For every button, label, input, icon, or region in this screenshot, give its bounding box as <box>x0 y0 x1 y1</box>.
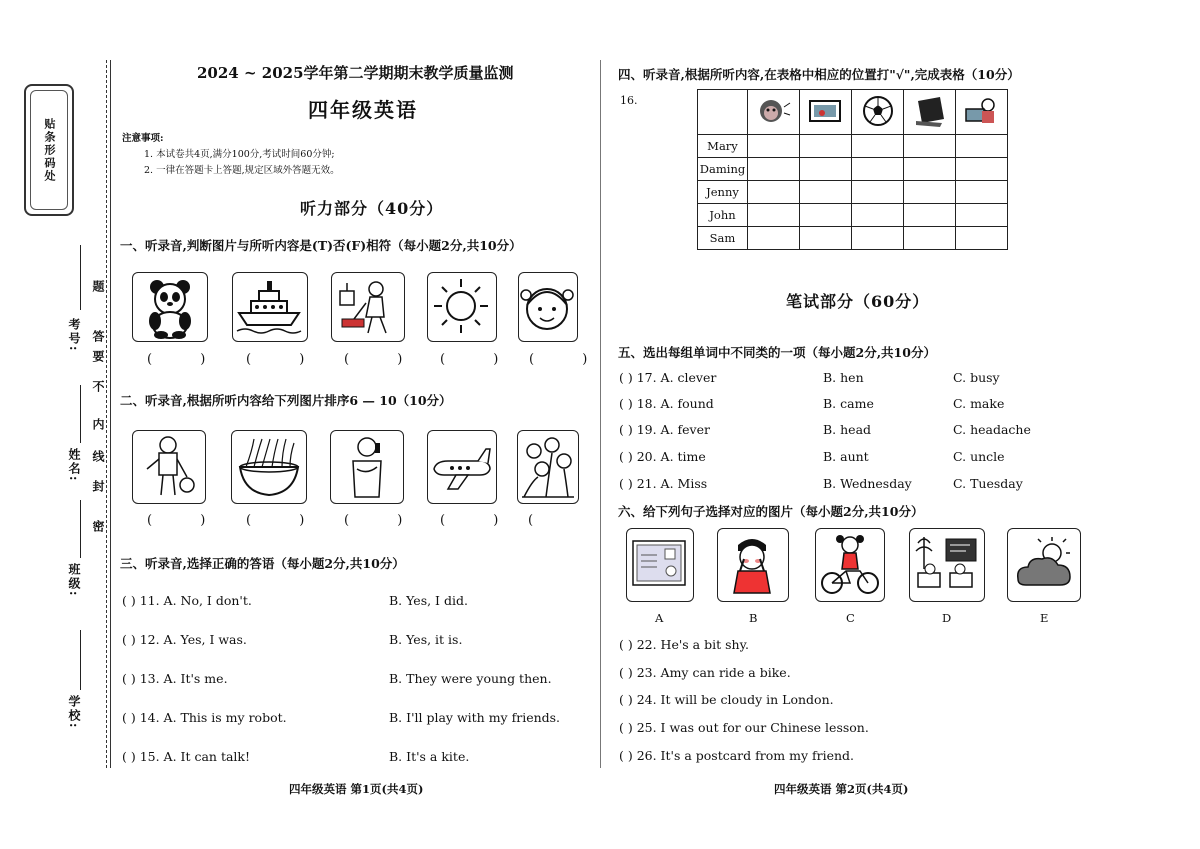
exam-number-line[interactable] <box>80 245 81 310</box>
answer-paren[interactable]: ( ) <box>529 352 610 367</box>
seal-char: 要 <box>91 350 105 364</box>
table-cell[interactable] <box>956 135 1008 158</box>
option-b[interactable]: B. They were young then. <box>389 671 552 686</box>
option-b[interactable]: B. came <box>823 396 874 411</box>
table-row-name: Jenny <box>698 181 748 204</box>
question-24[interactable]: ( ) 24. It will be cloudy in London. <box>619 692 834 707</box>
cloudy-icon <box>1007 528 1081 602</box>
phone-man-icon <box>330 430 404 504</box>
exam-title: 2024 ~ 2025学年第二学期期末教学质量监测 <box>197 64 514 82</box>
table-row-name: Mary <box>698 135 748 158</box>
panda-icon <box>132 272 208 342</box>
airplane-icon <box>427 430 497 504</box>
seal-char: 答 <box>91 330 105 344</box>
table-cell[interactable] <box>748 204 800 227</box>
page-footer: 四年级英语 第1页(共4页) <box>289 782 424 796</box>
table-cell[interactable] <box>852 135 904 158</box>
table-cell[interactable] <box>956 158 1008 181</box>
option-b[interactable]: B. Yes, I did. <box>389 593 468 608</box>
football-icon <box>852 90 904 135</box>
page-divider <box>600 60 601 768</box>
section1-title: 一、听录音,判断图片与所听内容是(T)否(F)相符（每小题2分,共10分） <box>120 238 522 253</box>
picture-letter: A <box>655 611 664 625</box>
table-cell[interactable] <box>956 227 1008 250</box>
sun-icon <box>427 272 497 342</box>
seal-char: 封 <box>91 480 105 494</box>
answer-paren[interactable]: ( <box>528 513 556 528</box>
flowers-icon <box>517 430 579 504</box>
classroom-icon <box>909 528 985 602</box>
book-icon <box>904 90 956 135</box>
option-b[interactable]: B. It's a kite. <box>389 749 470 764</box>
table-cell[interactable] <box>904 158 956 181</box>
exam-number-label: 考号: <box>67 318 81 353</box>
sticker-label: 贴条形码处 <box>30 90 68 210</box>
answer-paren[interactable]: ( ) <box>246 352 327 367</box>
exam-subject: 四年级英语 <box>308 98 418 122</box>
picture-letter: D <box>942 611 952 625</box>
section5-title: 五、选出每组单词中不同类的一项（每小题2分,共10分） <box>618 345 936 360</box>
girl-face-icon <box>518 272 578 342</box>
option-b[interactable]: B. Yes, it is. <box>389 632 463 647</box>
cleaning-icon <box>331 272 405 342</box>
noodles-icon <box>231 430 307 504</box>
answer-paren[interactable]: ( ) <box>440 513 521 528</box>
question-14[interactable]: ( ) 14. A. This is my robot. <box>122 710 287 725</box>
section2-title: 二、听录音,根据所听内容给下列图片排序6 — 10（10分） <box>120 393 452 408</box>
option-c[interactable]: C. headache <box>953 422 1031 437</box>
table-cell[interactable] <box>800 227 852 250</box>
postcard-icon <box>626 528 694 602</box>
name-line[interactable] <box>80 385 81 443</box>
barcode-sticker-box <box>24 84 74 216</box>
writing-heading: 笔试部分（60分） <box>786 292 930 311</box>
answer-paren[interactable]: ( ) <box>147 513 228 528</box>
question-11[interactable]: ( ) 11. A. No, I don't. <box>122 593 252 608</box>
table-row-name: Sam <box>698 227 748 250</box>
option-b[interactable]: B. I'll play with my friends. <box>389 710 561 725</box>
option-c[interactable]: C. make <box>953 396 1005 411</box>
note-item: 1. 本试卷共4页,满分100分,考试时间60分钟; <box>144 149 335 160</box>
page-footer: 四年级英语 第2页(共4页) <box>774 782 909 796</box>
question-21[interactable]: ( ) 21. A. Miss <box>619 476 708 491</box>
option-c[interactable]: C. busy <box>953 370 1000 385</box>
seal-char: 题 <box>91 280 105 294</box>
school-line[interactable] <box>80 630 81 690</box>
seal-solid-line <box>110 60 111 768</box>
question-19[interactable]: ( ) 19. A. fever <box>619 422 710 437</box>
listening-heading: 听力部分（40分） <box>300 199 444 218</box>
question-22[interactable]: ( ) 22. He's a bit shy. <box>619 637 749 652</box>
section3-title: 三、听录音,选择正确的答语（每小题2分,共10分） <box>120 556 405 571</box>
table-cell[interactable] <box>748 135 800 158</box>
table-cell[interactable] <box>852 204 904 227</box>
answer-paren[interactable]: ( ) <box>344 513 425 528</box>
seal-dashed-line <box>106 60 107 768</box>
picture-letter: C <box>846 611 855 625</box>
question-13[interactable]: ( ) 13. A. It's me. <box>122 671 228 686</box>
table-cell[interactable] <box>800 158 852 181</box>
monkey-icon <box>748 90 800 135</box>
ship-icon <box>232 272 308 342</box>
section4-title: 四、听录音,根据所听内容,在表格中相应的位置打"√",完成表格（10分） <box>618 67 1020 82</box>
question-20[interactable]: ( ) 20. A. time <box>619 449 706 464</box>
table-cell[interactable] <box>904 181 956 204</box>
class-line[interactable] <box>80 500 81 558</box>
shy-boy-icon <box>717 528 789 602</box>
answer-paren[interactable]: ( ) <box>246 513 327 528</box>
table-cell[interactable] <box>904 227 956 250</box>
answer-paren[interactable]: ( ) <box>440 352 521 367</box>
computer-icon <box>956 90 1008 135</box>
option-b[interactable]: B. hen <box>823 370 864 385</box>
answer-paren[interactable]: ( ) <box>147 352 228 367</box>
picture-letter: B <box>749 611 758 625</box>
table-cell[interactable] <box>956 181 1008 204</box>
table-corner <box>698 90 748 135</box>
table-cell[interactable] <box>800 135 852 158</box>
question-25[interactable]: ( ) 25. I was out for our Chinese lesson. <box>619 720 869 735</box>
school-label: 学校: <box>67 695 81 730</box>
note-item: 2. 一律在答题卡上答题,规定区域外答题无效。 <box>144 165 340 176</box>
seal-char: 密 <box>91 520 105 534</box>
answer-paren[interactable]: ( ) <box>344 352 425 367</box>
question-15[interactable]: ( ) 15. A. It can talk! <box>122 749 251 764</box>
table-cell[interactable] <box>852 181 904 204</box>
table-cell[interactable] <box>904 135 956 158</box>
table-cell[interactable] <box>956 204 1008 227</box>
class-label: 班级: <box>67 563 81 598</box>
question-26[interactable]: ( ) 26. It's a postcard from my friend. <box>619 748 854 763</box>
table-cell[interactable] <box>748 158 800 181</box>
seal-char: 不 <box>91 380 105 394</box>
option-b[interactable]: B. head <box>823 422 872 437</box>
option-c[interactable]: C. uncle <box>953 449 1005 464</box>
question-23[interactable]: ( ) 23. Amy can ride a bike. <box>619 665 791 680</box>
question-12[interactable]: ( ) 12. A. Yes, I was. <box>122 632 247 647</box>
table-row-name: Daming <box>698 158 748 181</box>
girl-bike-icon <box>815 528 885 602</box>
answer-table <box>697 89 1008 250</box>
seal-char: 内 <box>91 418 105 432</box>
option-b[interactable]: B. aunt <box>823 449 869 464</box>
table-cell[interactable] <box>800 181 852 204</box>
basketball-boy-icon <box>132 430 206 504</box>
table-cell[interactable] <box>904 204 956 227</box>
table-cell[interactable] <box>748 181 800 204</box>
question-16-number: 16. <box>620 94 638 107</box>
notes-title: 注意事项: <box>122 133 164 144</box>
table-cell[interactable] <box>852 227 904 250</box>
table-row-name: John <box>698 204 748 227</box>
option-b[interactable]: B. Wednesday <box>823 476 912 491</box>
table-cell[interactable] <box>800 204 852 227</box>
question-18[interactable]: ( ) 18. A. found <box>619 396 714 411</box>
table-cell[interactable] <box>852 158 904 181</box>
section6-title: 六、给下列句子选择对应的图片（每小题2分,共10分） <box>618 504 924 519</box>
picture-letter: E <box>1040 611 1049 625</box>
seal-char: 线 <box>91 450 105 464</box>
name-label: 姓名: <box>67 448 81 483</box>
tv-icon <box>800 90 852 135</box>
question-17[interactable]: ( ) 17. A. clever <box>619 370 717 385</box>
table-cell[interactable] <box>748 227 800 250</box>
option-c[interactable]: C. Tuesday <box>953 476 1023 491</box>
